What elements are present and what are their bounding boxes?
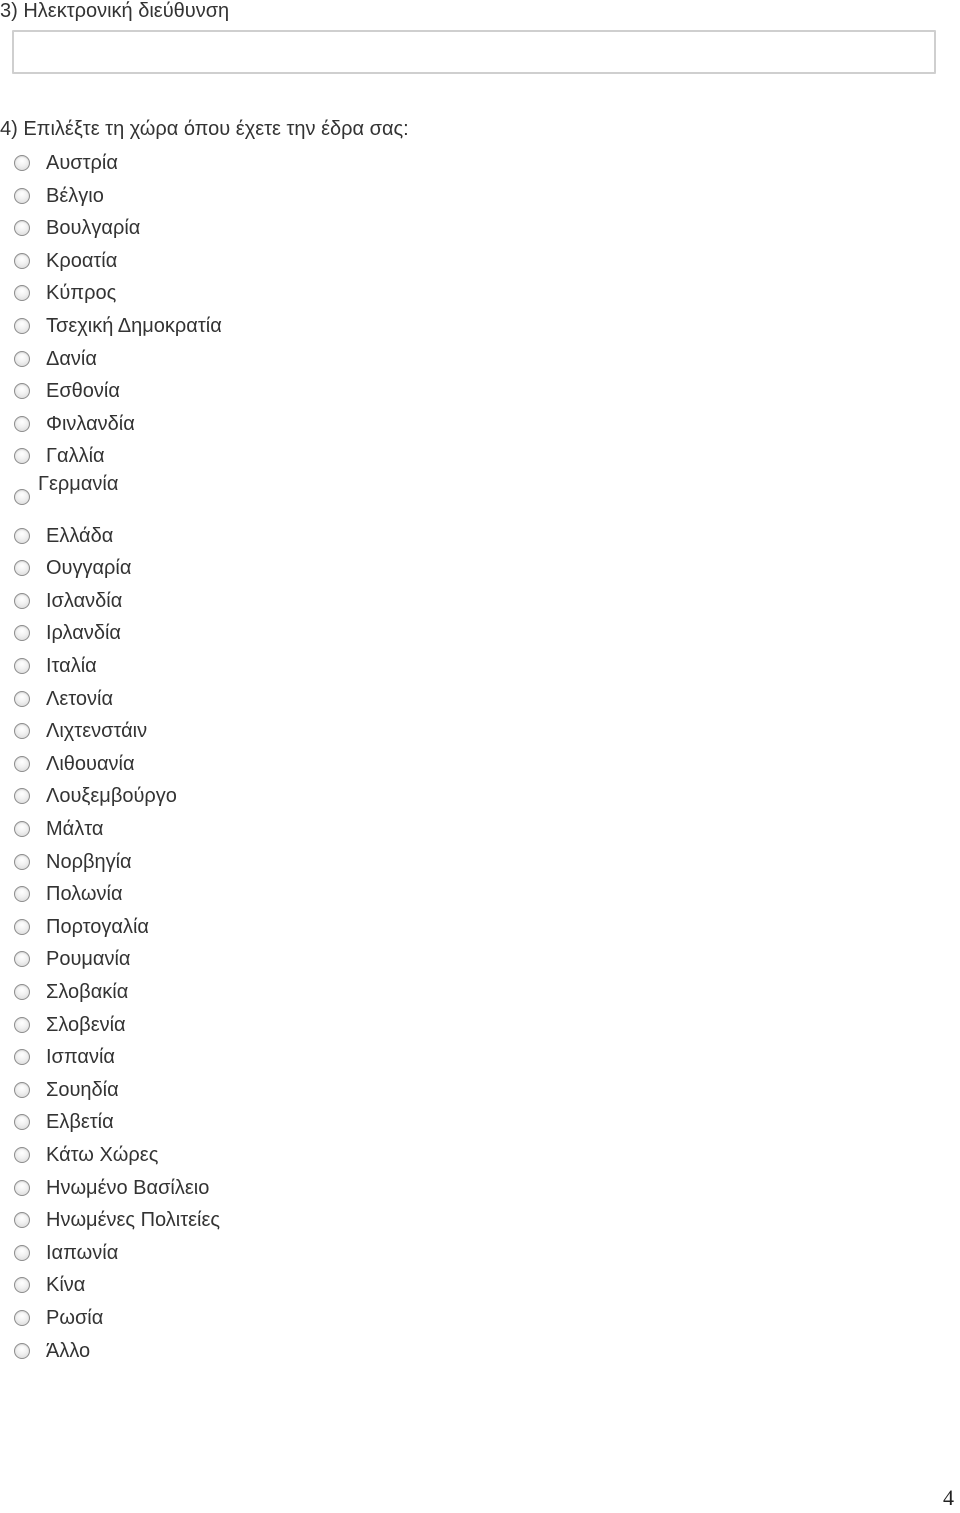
country-option[interactable] [14, 248, 117, 274]
country-option-label: Λιθουανία [46, 753, 135, 775]
radio-button-icon[interactable] [14, 1310, 30, 1326]
country-option[interactable] [14, 555, 131, 581]
radio-button-icon[interactable] [14, 1277, 30, 1293]
country-option[interactable] [14, 280, 116, 306]
country-option-label: Σουηδία [46, 1079, 119, 1101]
radio-button-icon[interactable] [14, 383, 30, 399]
country-option-label: Ισπανία [46, 1046, 115, 1068]
radio-button-icon[interactable] [14, 788, 30, 804]
country-option-label: Λιχτενστάιν [46, 720, 148, 742]
country-option[interactable] [14, 1207, 220, 1233]
radio-button-icon[interactable] [14, 188, 30, 204]
country-option-label: Κάτω Χώρες [46, 1144, 159, 1166]
country-option-label: Λετονία [46, 688, 114, 710]
country-option[interactable] [14, 150, 118, 176]
country-option-label: Ελβετία [46, 1111, 114, 1133]
country-option-label: Ιαπωνία [46, 1242, 119, 1264]
radio-button-icon[interactable] [14, 1212, 30, 1228]
radio-button-icon[interactable] [14, 984, 30, 1000]
country-option[interactable] [14, 1272, 85, 1298]
question-3-label: 3) Ηλεκτρονική διεύθυνση [0, 0, 230, 22]
country-option-label: Εσθονία [46, 380, 120, 402]
country-option-label: Κροατία [46, 250, 118, 272]
radio-button-icon[interactable] [14, 919, 30, 935]
country-option-label: Ηνωμένες Πολιτείες [46, 1209, 221, 1231]
country-option-label: Ιταλία [46, 655, 97, 677]
country-option-label: Άλλο [46, 1340, 91, 1362]
radio-button-icon[interactable] [14, 285, 30, 301]
country-option[interactable] [14, 1142, 158, 1168]
country-option[interactable] [14, 588, 122, 614]
radio-button-icon[interactable] [14, 658, 30, 674]
radio-button-icon[interactable] [14, 416, 30, 432]
country-option[interactable] [14, 816, 103, 842]
country-option[interactable] [14, 1109, 114, 1135]
country-option[interactable] [14, 1240, 118, 1266]
country-option-label: Πολωνία [46, 883, 123, 905]
radio-button-icon[interactable] [14, 723, 30, 739]
country-option[interactable] [14, 313, 222, 339]
radio-button-icon[interactable] [14, 1017, 30, 1033]
country-option-label: Σλοβενία [46, 1014, 126, 1036]
country-option[interactable] [14, 443, 105, 469]
radio-button-icon[interactable] [14, 528, 30, 544]
country-option[interactable] [14, 686, 113, 712]
country-option-label: Ισλανδία [46, 590, 123, 612]
country-option-label: Ρωσία [46, 1307, 104, 1329]
country-option[interactable] [14, 523, 113, 549]
country-option[interactable] [14, 215, 140, 241]
country-option-label: Κίνα [46, 1274, 86, 1296]
country-option[interactable] [14, 183, 104, 209]
country-option-label: Δανία [46, 348, 97, 370]
radio-button-icon[interactable] [14, 756, 30, 772]
radio-button-icon[interactable] [14, 253, 30, 269]
radio-button-icon[interactable] [14, 1114, 30, 1130]
country-option-label: Ελλάδα [46, 525, 114, 547]
country-option[interactable] [14, 849, 132, 875]
country-option[interactable] [14, 1077, 119, 1103]
country-option[interactable] [14, 1305, 103, 1331]
country-option-label: Τσεχική Δημοκρατία [46, 315, 222, 337]
country-option[interactable] [14, 914, 149, 940]
radio-button-icon[interactable] [14, 886, 30, 902]
country-option[interactable] [14, 620, 121, 646]
country-option-label: Φινλανδία [46, 413, 135, 435]
country-option-label: Μάλτα [46, 818, 104, 840]
question-4-label: 4) Επιλέξτε τη χώρα όπου έχετε την έδρα σας: [0, 118, 409, 140]
country-option-label: Κύπρος [46, 282, 117, 304]
country-option[interactable] [14, 1175, 209, 1201]
radio-button-icon[interactable] [14, 1147, 30, 1163]
radio-button-icon[interactable] [14, 1343, 30, 1359]
radio-button-icon[interactable] [14, 220, 30, 236]
country-option-label: Βέλγιο [46, 185, 104, 207]
country-option-label: Σλοβακία [46, 981, 129, 1003]
country-option-label: Ρουμανία [46, 948, 131, 970]
radio-button-icon[interactable] [14, 489, 30, 505]
country-option[interactable] [14, 1044, 115, 1070]
radio-button-icon[interactable] [14, 691, 30, 707]
country-option-label: Λουξεμβούργο [46, 785, 177, 807]
country-option-label: Πορτογαλία [46, 916, 149, 938]
radio-button-icon[interactable] [14, 593, 30, 609]
country-option[interactable] [14, 411, 135, 437]
page-number: 4 [943, 1485, 954, 1510]
country-option-label: Ιρλανδία [46, 622, 121, 644]
country-option[interactable] [14, 783, 177, 809]
radio-button-icon[interactable] [14, 854, 30, 870]
country-option[interactable] [14, 653, 97, 679]
country-option-label: Βουλγαρία [46, 217, 141, 239]
country-option[interactable] [14, 378, 120, 404]
country-option-label: Νορβηγία [46, 851, 132, 873]
radio-button-icon[interactable] [14, 155, 30, 171]
country-option[interactable] [14, 473, 119, 502]
country-option[interactable] [14, 881, 123, 907]
radio-button-icon[interactable] [14, 560, 30, 576]
country-option[interactable] [14, 1012, 126, 1038]
email-input[interactable] [12, 30, 936, 74]
radio-button-icon[interactable] [14, 821, 30, 837]
country-option-label: Αυστρία [46, 152, 118, 174]
radio-button-icon[interactable] [14, 951, 30, 967]
radio-button-icon[interactable] [14, 448, 30, 464]
country-option[interactable] [14, 946, 131, 972]
country-option-label: Γερμανία [38, 473, 119, 495]
radio-button-icon[interactable] [14, 1082, 30, 1098]
country-option-label: Γαλλία [46, 445, 105, 467]
country-option[interactable] [14, 1338, 90, 1364]
radio-button-icon[interactable] [14, 625, 30, 641]
radio-button-icon[interactable] [14, 1180, 30, 1196]
radio-button-icon[interactable] [14, 1049, 30, 1065]
country-option-label: Ουγγαρία [46, 557, 132, 579]
country-option[interactable] [14, 346, 97, 372]
radio-button-icon[interactable] [14, 1245, 30, 1261]
radio-button-icon[interactable] [14, 318, 30, 334]
radio-button-icon[interactable] [14, 351, 30, 367]
country-option[interactable] [14, 751, 135, 777]
country-option[interactable] [14, 979, 128, 1005]
country-option[interactable] [14, 718, 147, 744]
country-option-label: Ηνωμένο Βασίλειο [46, 1177, 210, 1199]
